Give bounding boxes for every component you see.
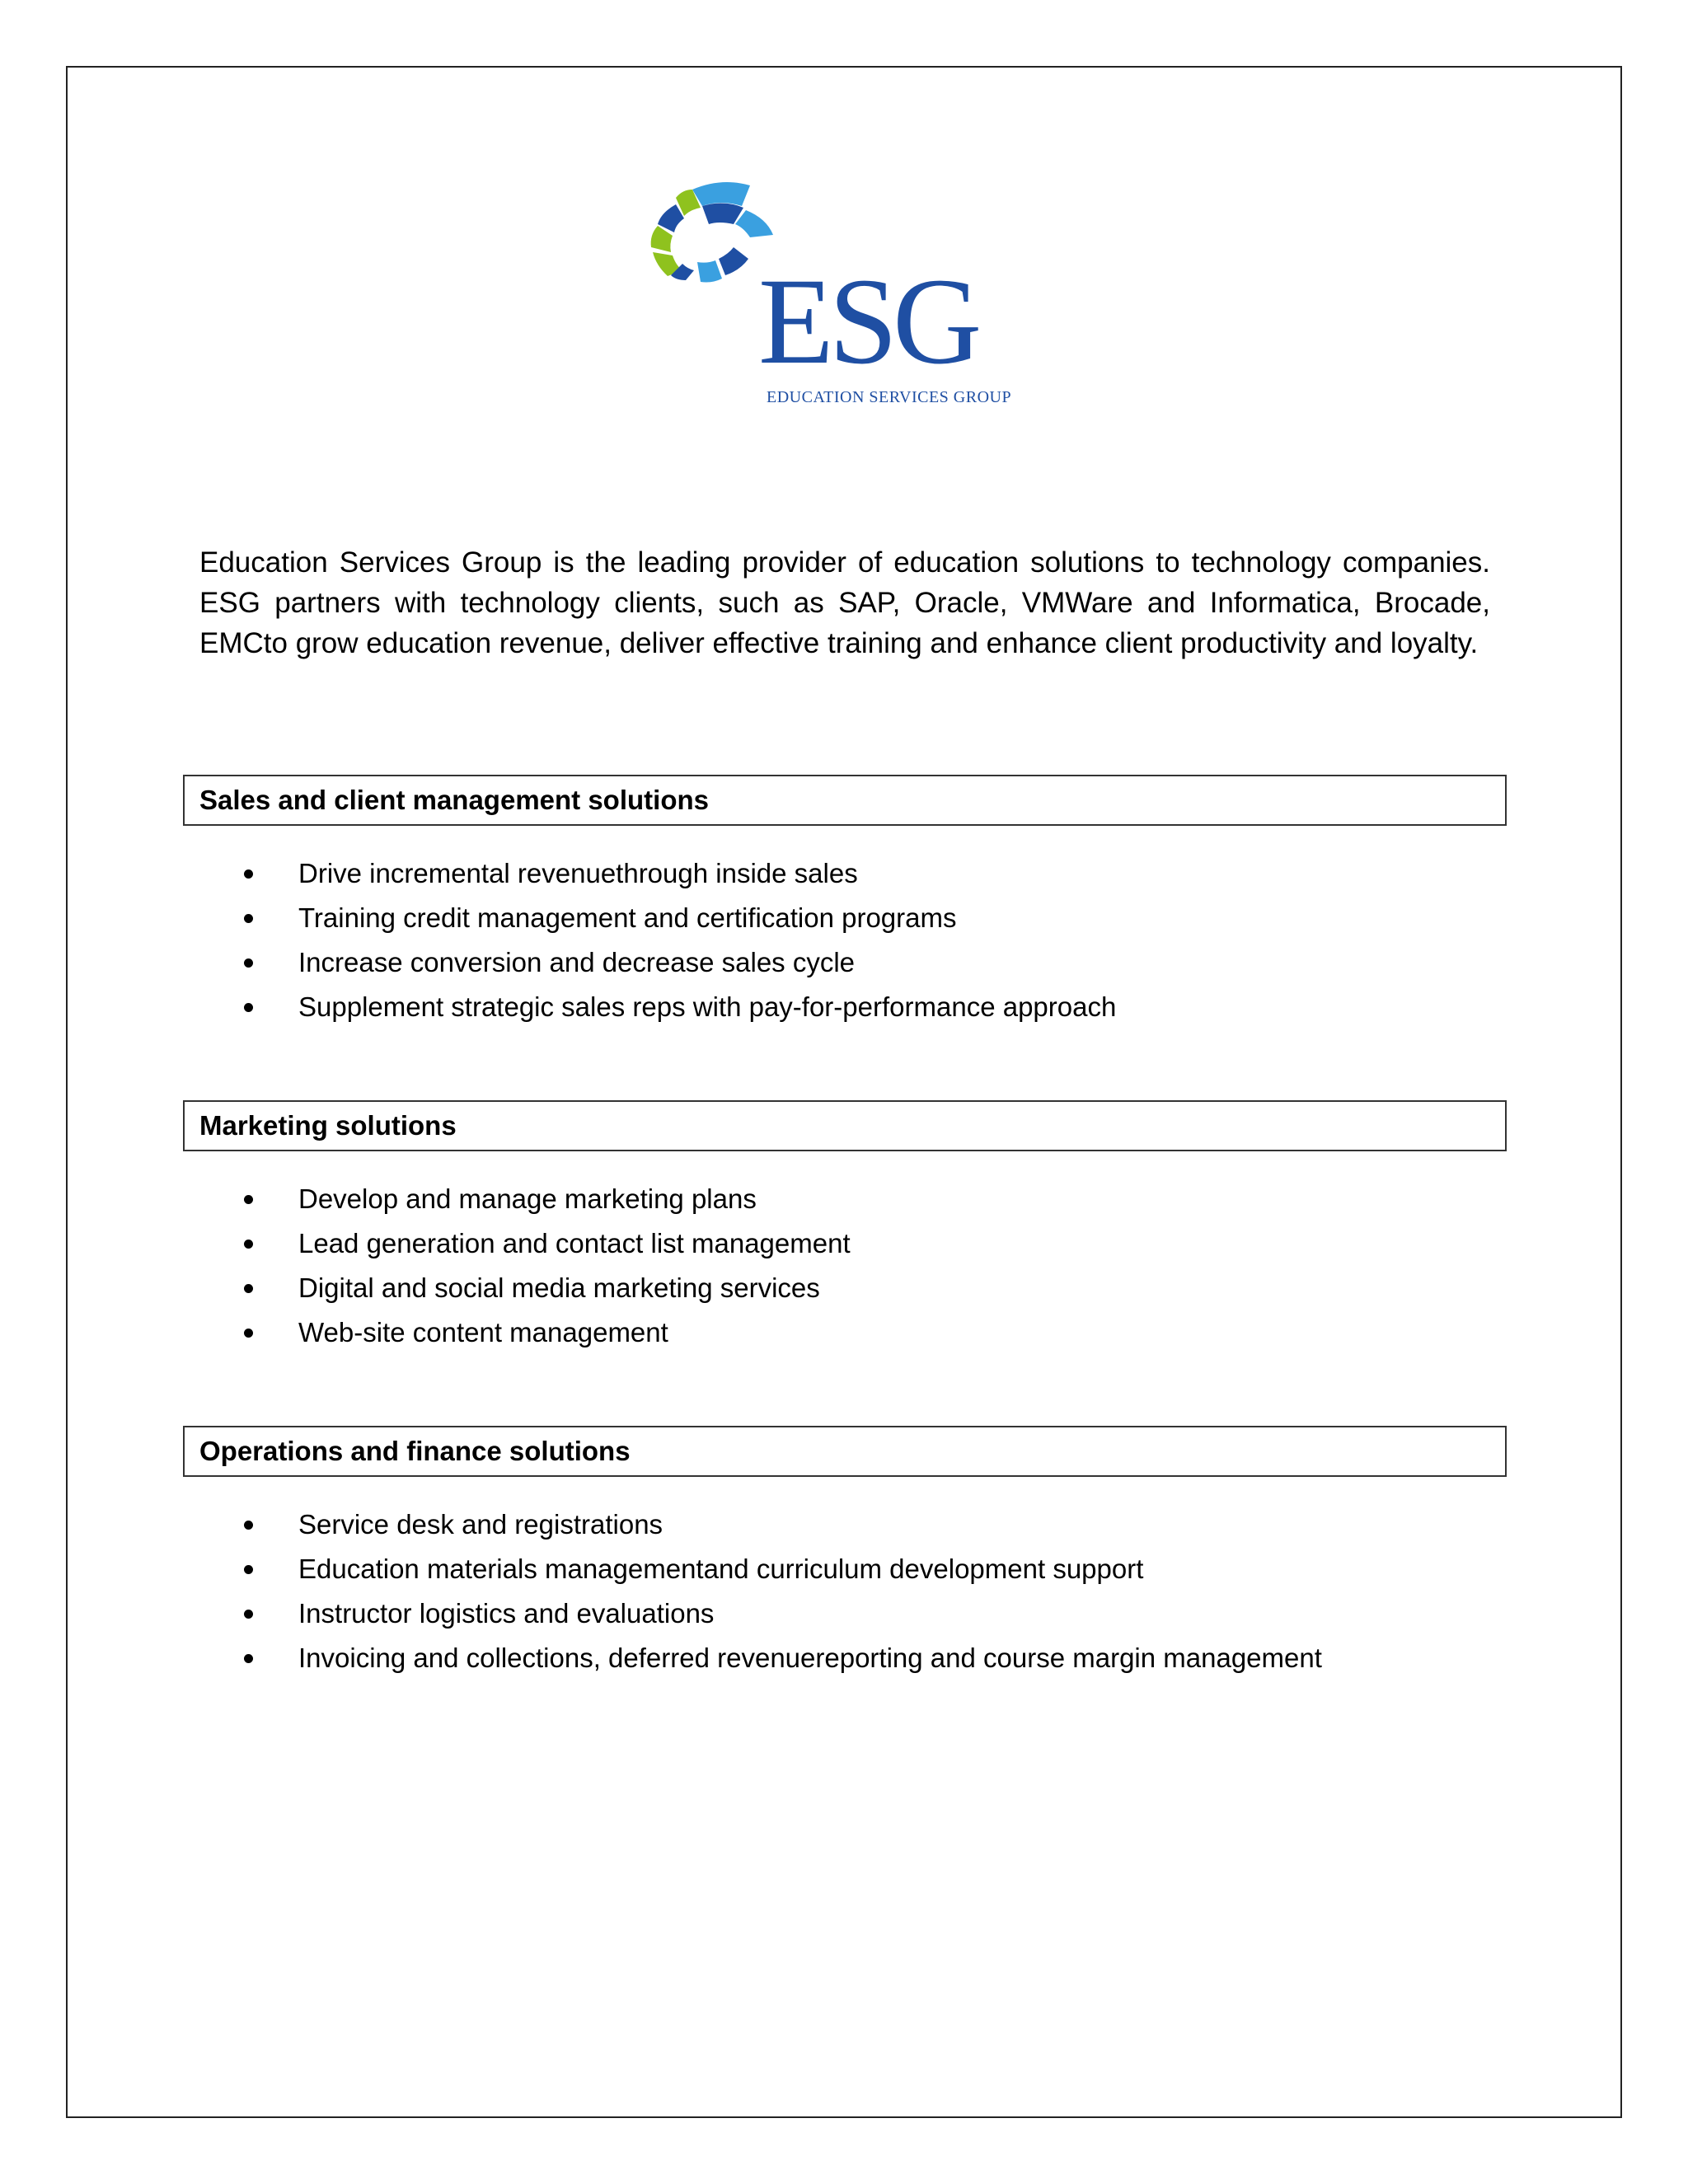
esg-logo: [643, 173, 1030, 420]
list-item: [244, 985, 1480, 1029]
list-item: [244, 1310, 1480, 1355]
bullet-icon: [244, 1329, 253, 1338]
list-item-text: Drive incremental revenuethrough inside sales: [298, 858, 858, 888]
list-item: [244, 896, 1480, 940]
bullet-icon: [244, 1195, 253, 1204]
list-item-text: Training credit management and certification programs: [298, 902, 957, 933]
marketing-bullet-list: [244, 1177, 1480, 1355]
list-item: [244, 1266, 1480, 1310]
bullet-icon: [244, 1284, 253, 1293]
section-header-sales: Sales and client management solutions: [183, 775, 1507, 826]
list-item: [244, 940, 1480, 985]
list-item-text: Web-site content management: [298, 1317, 668, 1347]
list-item-text: Service desk and registrations: [298, 1509, 663, 1540]
intro-paragraph: Education Services Group is the leading provider of education solutions to technology companies. ESG partners with technology clients, such as SAP, Oracle, VMWare and Informatica, Brocade, EMCto grow education revenue, deliver effective training and enhance client productivity and loyalty.: [199, 546, 1490, 659]
logo-wordmark: ESG: [758, 253, 978, 390]
sales-bullet-list: [244, 851, 1480, 1029]
list-item-text: Invoicing and collections, deferred revenuereporting and course margin management: [298, 1643, 1322, 1673]
logo-emblem-icon: [651, 182, 773, 283]
section-header-marketing: Marketing solutions: [183, 1100, 1507, 1151]
list-item-text: Develop and manage marketing plans: [298, 1183, 757, 1214]
operations-bullet-list: [244, 1502, 1480, 1680]
list-item-text: Instructor logistics and evaluations: [298, 1598, 715, 1629]
list-item-text: Lead generation and contact list management: [298, 1228, 851, 1258]
list-item-text: Education materials managementand curriculum development support: [298, 1554, 1144, 1584]
section-header-operations: Operations and finance solutions: [183, 1426, 1507, 1477]
list-item: [244, 851, 1480, 896]
bullet-icon: [244, 869, 253, 879]
list-item: [244, 1502, 1480, 1547]
bullet-icon: [244, 1610, 253, 1619]
list-item: [244, 1547, 1480, 1591]
list-item: [244, 1177, 1480, 1221]
bullet-icon: [244, 1565, 253, 1574]
list-item-text: Supplement strategic sales reps with pay-for-performance approach: [298, 991, 1117, 1022]
logo-tagline: EDUCATION SERVICES GROUP: [767, 388, 1012, 406]
list-item: [244, 1636, 1480, 1680]
bullet-icon: [244, 1240, 253, 1249]
bullet-icon: [244, 1654, 253, 1663]
bullet-icon: [244, 1003, 253, 1012]
bullet-icon: [244, 1521, 253, 1530]
list-item-text: Increase conversion and decrease sales cycle: [298, 947, 856, 977]
list-item-text: Digital and social media marketing services: [298, 1272, 820, 1303]
bullet-icon: [244, 958, 253, 968]
list-item: [244, 1591, 1480, 1636]
bullet-icon: [244, 914, 253, 923]
list-item: [244, 1221, 1480, 1266]
